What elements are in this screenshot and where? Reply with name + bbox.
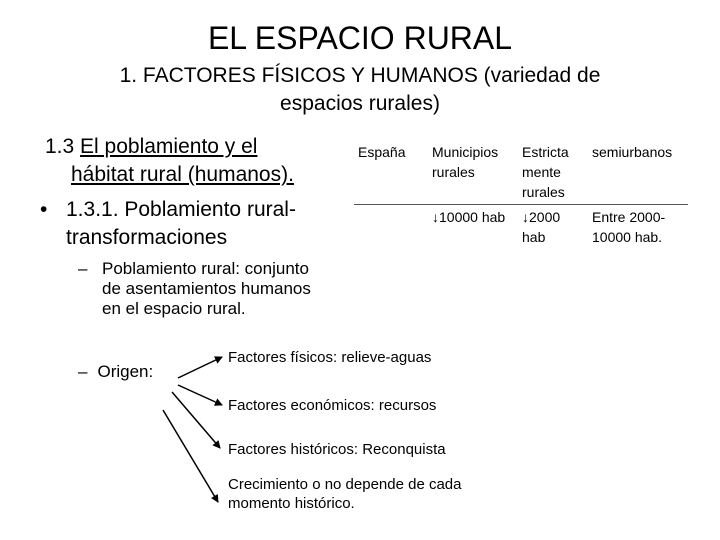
table-cell: Estricta mente rurales bbox=[518, 140, 588, 205]
poblamiento-line2: de asentamientos humanos bbox=[102, 279, 311, 298]
poblamiento-line3: en el espacio rural. bbox=[102, 299, 246, 318]
table-cell: Municipios rurales bbox=[428, 140, 518, 205]
poblamiento-line1: Poblamiento rural: conjunto bbox=[102, 259, 309, 278]
factor-fisicos: Factores físicos: relieve-aguas bbox=[228, 349, 432, 366]
slide-title: EL ESPACIO RURAL bbox=[207, 20, 513, 56]
section-number: 1.3 bbox=[45, 135, 81, 158]
table-cell: ↓2000 hab bbox=[522, 209, 561, 245]
dash-icon: – bbox=[78, 362, 88, 381]
dash-icon: – bbox=[78, 259, 88, 278]
origen-label: Origen: bbox=[97, 362, 154, 381]
factor-crecimiento: Crecimiento o no depende de cada momento histórico. bbox=[228, 476, 462, 512]
bullet-line1: 1.3.1. Poblamiento rural- bbox=[66, 198, 296, 221]
bullet-icon: • bbox=[40, 198, 48, 221]
table-cell: ↓10000 hab bbox=[432, 209, 506, 225]
arrow-crecimiento bbox=[163, 410, 218, 502]
slide-subtitle: 1. FACTORES FÍSICOS Y HUMANOS (variedad de espacios rurales) bbox=[119, 64, 601, 115]
arrow-economicos bbox=[178, 385, 222, 405]
factor-historicos: Factores históricos: Reconquista bbox=[228, 441, 446, 458]
table-cell: Entre 2000-10000 hab. bbox=[592, 209, 666, 245]
table-cell: España bbox=[354, 140, 428, 205]
table-cell: semiurbanos bbox=[588, 140, 688, 205]
section-title-part2: hábitat rural (humanos). bbox=[71, 163, 294, 186]
bullet-line2: transformaciones bbox=[66, 226, 228, 249]
factor-economicos: Factores económicos: recursos bbox=[228, 397, 437, 414]
section-title-part1: El poblamiento y el bbox=[80, 135, 258, 158]
arrow-fisicos bbox=[178, 357, 222, 378]
